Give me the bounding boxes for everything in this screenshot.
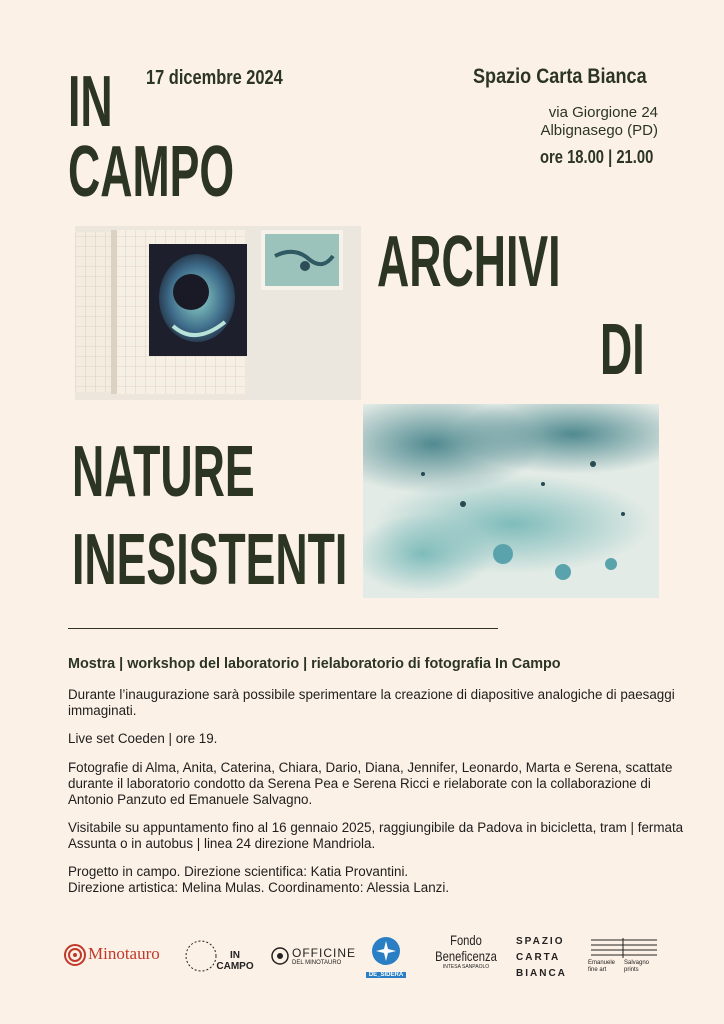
logo-minotauro bbox=[64, 942, 176, 972]
salvagno-label-3: Salvagno bbox=[624, 960, 650, 966]
minotauro-spiral-icon bbox=[64, 944, 86, 966]
spazio-label-1: SPAZIO bbox=[516, 936, 565, 947]
title-di: DI bbox=[600, 310, 645, 390]
fondo-label-1: Fondo bbox=[450, 932, 482, 948]
paragraph-inauguration: Durante l’inaugurazione sarà possibile sperimentare la creazione di diapositive analogiche di paesaggi immaginati. bbox=[68, 687, 675, 718]
event-date: 17 dicembre 2024 bbox=[146, 67, 283, 89]
logo-officine bbox=[270, 944, 356, 974]
salvagno-lines-icon bbox=[589, 936, 659, 960]
logo-in-campo bbox=[184, 934, 254, 978]
salvagno-label-1: Emanuele bbox=[588, 960, 616, 966]
title-inesistenti: INESISTENTI bbox=[72, 520, 348, 600]
venue-address-line1: via Giorgione 24 bbox=[548, 104, 658, 121]
in-campo-label: IN CAMPO bbox=[216, 950, 254, 972]
officine-gear-icon bbox=[270, 946, 290, 966]
venue-name: Spazio Carta Bianca bbox=[473, 65, 647, 88]
divider bbox=[68, 628, 498, 629]
logo-fondo-beneficenza bbox=[426, 932, 506, 984]
desidera-star-icon bbox=[366, 936, 406, 966]
subtitle: Mostra | workshop del laboratorio | rielaboratorio di fotografia In Campo bbox=[68, 656, 561, 672]
paragraph-visits: Visitabile su appuntamento fino al 16 gennaio 2025, raggiungibile da Padova in bicicletta, tram | fermata Assunta o in autobus | linea 24 direzione Mandriola. bbox=[68, 820, 684, 851]
title-nature: NATURE bbox=[72, 432, 255, 512]
spazio-label-3: BIANCA bbox=[516, 968, 567, 979]
salvagno-label-2: fine art bbox=[588, 967, 607, 973]
officine-label: OFFICINE bbox=[292, 946, 356, 960]
title-campo: CAMPO bbox=[68, 132, 235, 212]
title-archivi: ARCHIVI bbox=[377, 222, 561, 302]
logo-salvagno bbox=[588, 936, 660, 982]
paragraph-credits-2: Direzione artistica: Melina Mulas. Coordinamento: Alessia Lanzi. bbox=[68, 880, 450, 895]
paragraph-credits-1: Progetto in campo. Direzione scientifica: Katia Provantini. bbox=[68, 864, 409, 879]
salvagno-label-4: prints bbox=[624, 967, 639, 973]
paragraph-photographers: Fotografie di Alma, Anita, Caterina, Chiara, Dario, Diana, Jennifer, Leonardo, Marta e Serena, scattate durante il laboratorio condotto da Serena Pea e Serena Ricci e rielaborate con la collaborazione di Antonio Panzuto ed Emanuele Salvagno. bbox=[68, 760, 673, 807]
logo-spazio-carta-bianca bbox=[516, 934, 568, 984]
logo-desidera bbox=[366, 936, 406, 976]
minotauro-label: Minotauro bbox=[88, 944, 160, 963]
in-campo-circle-icon bbox=[184, 936, 218, 976]
event-times: ore 18.00 | 21.00 bbox=[540, 147, 654, 167]
desidera-label: DE_SIDERA bbox=[366, 972, 406, 978]
fondo-label-2: Beneficenza bbox=[435, 948, 497, 964]
venue-address-line2: Albignasego (PD) bbox=[540, 122, 658, 139]
spazio-label-2: CARTA bbox=[516, 952, 561, 963]
title-in: IN bbox=[68, 62, 113, 142]
fondo-label-3: INTESA SANPAOLO bbox=[442, 964, 490, 970]
photo-notebook bbox=[75, 226, 361, 400]
officine-sublabel: DEL MINOTAURO bbox=[292, 960, 342, 966]
paragraph-live-set: Live set Coeden | ore 19. bbox=[68, 731, 218, 746]
photo-teal-texture bbox=[363, 404, 659, 598]
